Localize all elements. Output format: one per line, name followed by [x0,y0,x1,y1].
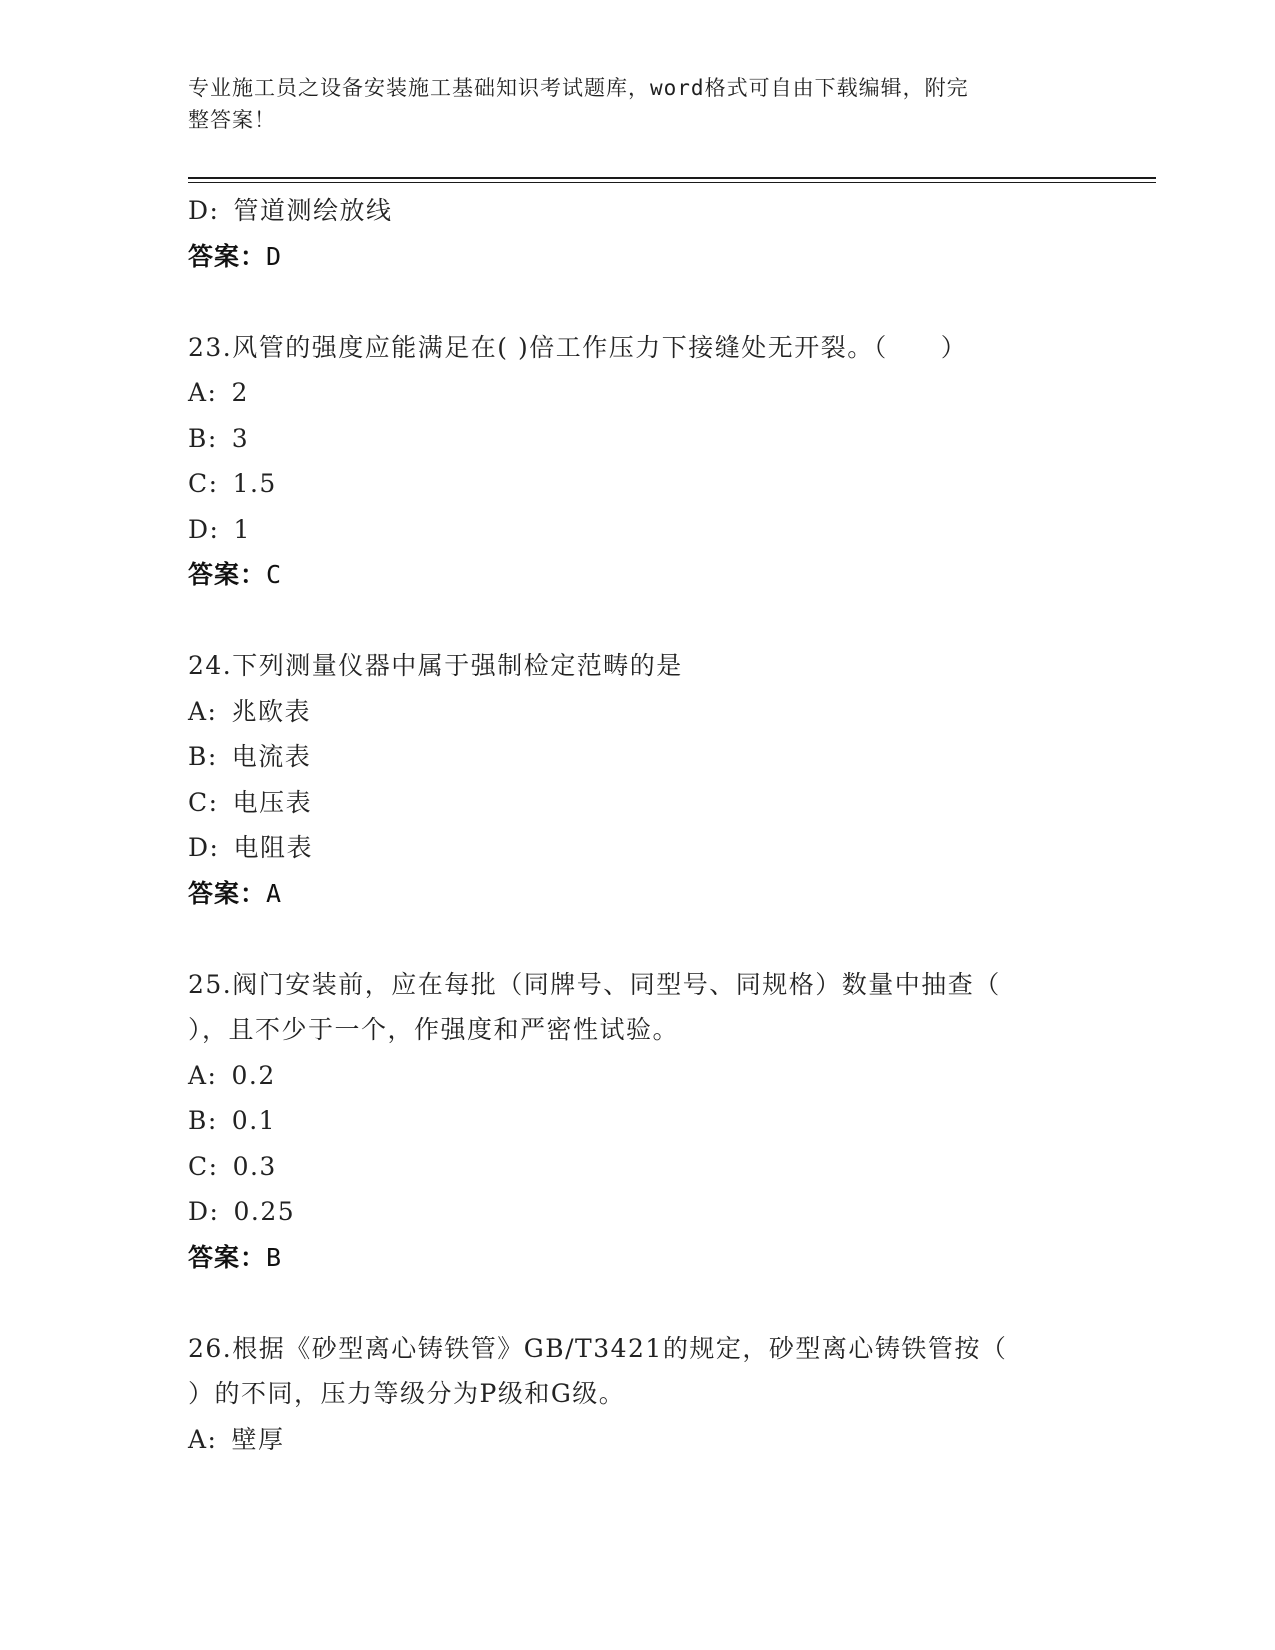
option-d [188,1189,1088,1235]
option-key: A: [188,378,218,407]
option-text: 壁厚 [231,1424,285,1454]
question-stem: 24.下列测量仪器中属于强制检定范畴的是 [188,651,683,680]
option-c [188,780,1088,826]
option-key: D: [188,1197,220,1226]
question-list [188,188,1088,1462]
question-stem: 23.风管的强度应能满足在( )倍工作压力下接缝处无开裂。（ ） [188,332,968,362]
header-divider-thin [188,182,1156,183]
option-text: 1.5 [232,469,277,498]
option-b [188,734,1088,780]
question-stem-line-1: 26.根据《砂型离心铸铁管》GB/T3421的规定，砂型离心铸铁管按（ [188,1333,1008,1363]
answer-line [188,1235,1088,1281]
answer-separator: ： [240,878,267,908]
answer-value: C [266,560,283,589]
option-b [188,416,1088,462]
header-line-2: 整答案！ [188,108,276,132]
answer-line [188,234,1088,280]
option-key: C: [188,469,219,498]
answer-value: B [266,1242,283,1272]
option-key: C: [188,1151,219,1181]
answer-label: 答案 [188,1242,241,1272]
option-text: 兆欧表 [231,696,311,726]
spacer [188,598,1088,644]
option-d [188,188,1088,234]
option-text: 电流表 [231,742,312,771]
option-text: 2 [231,378,249,407]
option-key: A: [188,1424,218,1454]
option-text: 3 [231,423,250,453]
option-text: 电阻表 [233,833,313,862]
answer-label: 答案 [188,560,241,589]
answer-value: A [266,878,283,908]
question-stem-line-2: ），且不少于一个，作强度和严密性试验。 [188,1015,680,1044]
option-c [188,461,1088,507]
option-text: 0.3 [232,1151,277,1181]
option-text: 0.2 [231,1060,276,1090]
answer-separator: ： [240,1242,267,1272]
option-key: D: [188,514,220,544]
option-text: 0.1 [231,1106,277,1135]
spacer [188,1280,1088,1326]
option-a [188,689,1088,735]
option-key: B: [188,1106,218,1135]
option-text: 管道测绘放线 [233,196,393,225]
answer-label: 答案 [188,878,241,908]
spacer [188,916,1088,962]
option-d [188,825,1088,871]
answer-separator: ： [240,241,267,271]
answer-separator: ： [240,560,267,589]
option-a [188,1417,1088,1463]
answer-line [188,552,1088,598]
option-text: 0.25 [233,1197,296,1226]
option-key: C: [188,787,219,817]
question-stem-line-1: 25.阀门安装前，应在每批（同牌号、同型号、同规格）数量中抽查（ [188,969,1001,999]
option-key: D: [188,833,220,862]
spacer [188,279,1088,325]
header-divider-thick [188,177,1156,179]
option-a [188,370,1088,416]
option-text: 电压表 [232,787,313,817]
header-line-1: 专业施工员之设备安装施工基础知识考试题库，word格式可自由下载编辑，附完 [188,76,969,100]
answer-value: D [266,241,283,271]
option-b [188,1098,1088,1144]
option-key: A: [188,696,218,726]
document-header [188,72,1068,136]
option-text: 1 [233,514,251,544]
option-key: B: [188,742,218,771]
answer-line [188,871,1088,917]
answer-label: 答案 [188,241,241,271]
option-d [188,507,1088,553]
option-key: B: [188,423,218,453]
option-a [188,1053,1088,1099]
option-key: A: [188,1060,218,1090]
option-key: D: [188,196,220,225]
option-c [188,1144,1088,1190]
question-stem-line-2: ）的不同，压力等级分为P级和G级。 [188,1379,626,1408]
